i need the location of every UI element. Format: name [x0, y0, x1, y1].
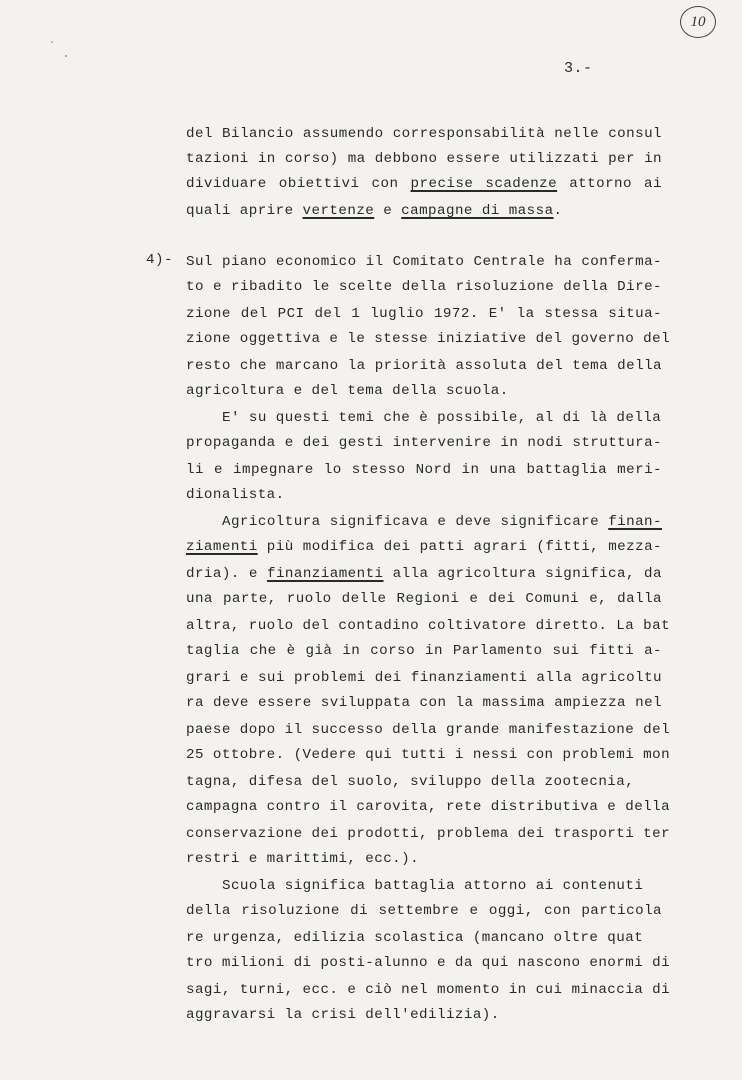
text-line [186, 1005, 500, 1025]
text-line [186, 668, 662, 688]
underlined-phrase: vertenze [302, 203, 375, 219]
text-segment: . [553, 203, 563, 219]
text-line [186, 124, 662, 144]
text-line [186, 485, 285, 505]
text-line [186, 901, 662, 921]
text-line [222, 408, 661, 428]
text-segment: dria). e [186, 566, 267, 582]
text-line [186, 641, 662, 661]
text-line [186, 356, 662, 376]
text-segment: sagi, turni, ecc. e ciò nel momento in cui minaccia di [186, 982, 671, 998]
item-marker: 4)- [146, 252, 174, 268]
text-segment: re urgenza, edilizia scolastica (mancano oltre quat [186, 930, 644, 946]
underlined-phrase: ziamenti [186, 539, 258, 555]
text-segment: E' su questi temi che è possibile, al di là della [222, 410, 662, 426]
text-line [222, 512, 662, 532]
text-segment: ra deve essere sviluppata con la massima ampiezza nel [186, 695, 662, 711]
text-segment: Sul piano economico il Comitato Centrale ha conferma- [186, 254, 662, 270]
text-line [186, 277, 662, 297]
text-segment: tro milioni di posti-alunno e da qui nascono enormi di [186, 955, 671, 971]
text-segment: quali aprire [186, 203, 303, 219]
text-line [186, 564, 662, 584]
text-line [186, 849, 419, 869]
text-segment: zione oggettiva e le stesse iniziative del governo del [186, 331, 671, 347]
paper-specks [42, 36, 82, 66]
text-segment: restri e marittimi, ecc.). [186, 851, 420, 867]
text-segment: tazioni in corso) ma debbono essere utilizzati per in [186, 151, 662, 167]
text-segment: taglia che è già in corso in Parlamento sui fitti a- [186, 643, 662, 659]
text-segment: alla agricoltura significa, da [383, 566, 662, 582]
text-segment: e [374, 203, 402, 219]
text-line [186, 433, 662, 453]
text-segment: Scuola significa battaglia attorno ai contenuti [222, 878, 644, 894]
text-segment: grari e sui problemi dei finanziamenti alla agricoltu [186, 670, 662, 686]
text-line [186, 149, 662, 169]
text-line [186, 616, 671, 636]
text-segment: zione del PCI del 1 luglio 1972. E' la stessa situa- [186, 306, 662, 322]
text-segment: conservazione dei prodotti, problema dei trasporti ter [186, 826, 671, 842]
text-line [186, 693, 662, 713]
text-line [186, 928, 643, 948]
text-line [186, 797, 671, 817]
underlined-phrase: precise scadenze [410, 176, 558, 192]
text-segment: attorno ai [557, 176, 662, 192]
text-segment: paese dopo il successo della grande manifestazione del [186, 722, 671, 738]
text-line [186, 381, 509, 401]
page-number: 3.- [564, 60, 593, 77]
archive-stamp: 10 [680, 6, 716, 38]
underlined-phrase: campagne di massa [401, 203, 554, 219]
text-line [186, 460, 662, 480]
underlined-phrase: finan- [608, 514, 662, 530]
text-segment: li e impegnare lo stesso Nord in una battaglia meri- [186, 462, 662, 478]
text-line [186, 589, 662, 609]
text-segment: resto che marcano la priorità assoluta del tema della [186, 358, 662, 374]
text-line [186, 745, 671, 765]
text-segment: agricoltura e del tema della scuola. [186, 383, 509, 399]
text-segment: aggravarsi la crisi dell'edilizia). [186, 1007, 500, 1023]
text-line [186, 824, 671, 844]
text-line [186, 720, 671, 740]
text-line [222, 876, 643, 896]
text-segment: una parte, ruolo delle Regioni e dei Comuni e, dalla [186, 591, 662, 607]
text-line [186, 174, 662, 194]
text-line [186, 201, 563, 221]
text-line [186, 252, 662, 272]
text-segment: to e ribadito le scelte della risoluzione della Dire- [186, 279, 662, 295]
text-segment: dionalista. [186, 487, 285, 503]
text-segment: Agricoltura significava e deve significare [222, 514, 609, 530]
text-segment: 25 ottobre. (Vedere qui tutti i nessi con problemi mon [186, 747, 671, 763]
text-segment: altra, ruolo del contadino coltivatore diretto. La bat [186, 618, 671, 634]
text-segment: della risoluzione di settembre e oggi, con particola [186, 903, 662, 919]
text-segment: dividuare obiettivi con [186, 176, 411, 192]
text-line [186, 329, 671, 349]
text-segment: tagna, difesa del suolo, sviluppo della zootecnia, [186, 774, 635, 790]
text-line [186, 537, 662, 557]
text-segment: del Bilancio assumendo corresponsabilità nelle consul [186, 126, 662, 142]
text-line [186, 304, 662, 324]
text-segment: campagna contro il carovita, rete distributiva e della [186, 799, 671, 815]
text-segment: propaganda e dei gesti intervenire in nodi struttura- [186, 435, 662, 451]
text-segment: più modifica dei patti agrari (fitti, mezza- [257, 539, 662, 555]
text-line [186, 772, 634, 792]
text-line [186, 980, 671, 1000]
underlined-phrase: finanziamenti [266, 566, 384, 582]
text-line [186, 953, 671, 973]
